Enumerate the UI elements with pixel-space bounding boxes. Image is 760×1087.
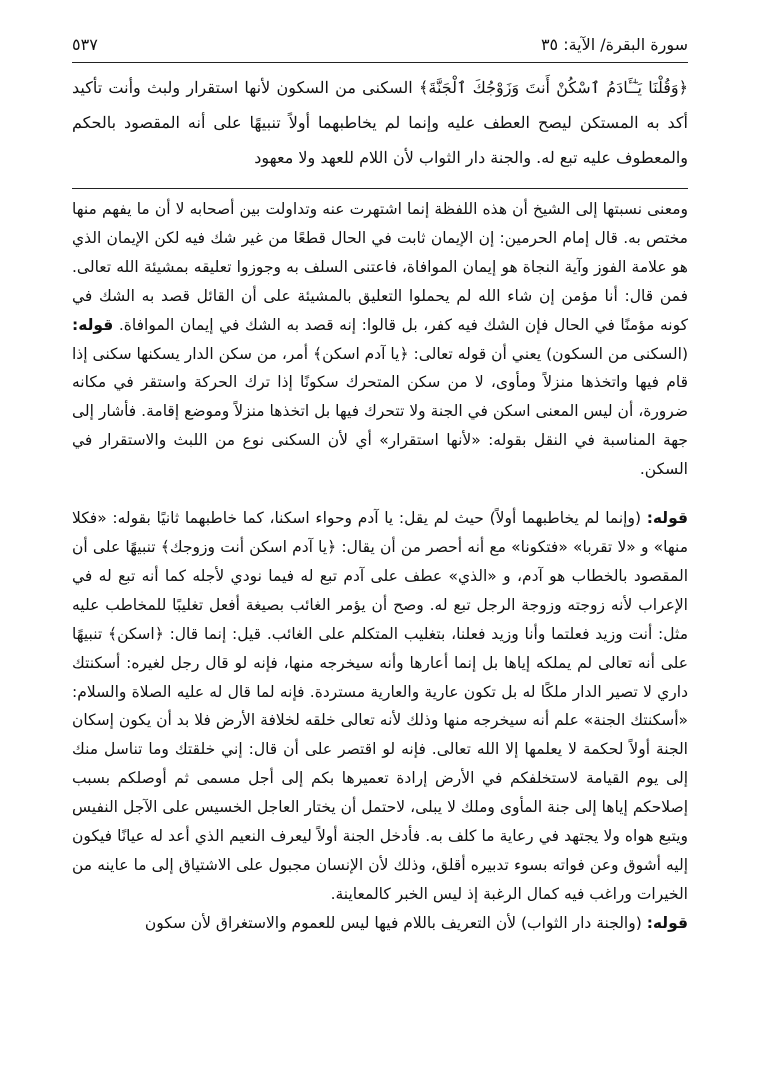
tafsir-text — [72, 70, 688, 175]
qawluhu-keyword: قوله: — [646, 509, 688, 528]
paragraph-text: (السكنى من السكون) يعني أن قوله تعالى: ﴿يا آدم اسكن﴾ أمر، من سكن الدار يسكنها سكنى إذا قام فيها واتخذها منزلاً ومأوى، لا من سكن المتحرك سكونًا إذا ترك الحركة واستقر في مكانه ضرورة، أن ليس المعنى اسكن في الجنة ولا تتحرك فيها بل اتخذها منزلاً وموضع إقامة. فأشار إلى جهة المناسبة في النقل بقوله: «لأنها استقرار» أي لأن السكنى نوع من اللبث والاستقرار في السكن. — [72, 344, 688, 479]
paragraph-text: ومعنى نسبتها إلى الشيخ أن هذه اللفظة إنما اشتهرت عنه وتداولت بين أصحابه لا أن ما يفهم منها مختص به. قال إمام الحرمين: إن الإيمان ثابت في الحال قطعًا من غير شك فيه لكن الإيمان الذي هو علامة الفوز وآية النجاة هو إيمان الموافاة، فاعتنى السلف به وجوزوا تعليقه بمشيئة الله تعالى. فمن قال: أنا مؤمن إن شاء الله لم يحملوا التعليق بالمشيئة على أن القائل قصد به الشك في كونه مؤمنًا في الحال فإن الشك فيه كفر، بل قالوا: إنه قصد به الشك في إيمان الموافاة. — [72, 200, 688, 334]
commentary-text — [72, 195, 688, 938]
qawluhu-keyword: قوله: — [646, 913, 688, 932]
commentary-paragraph-1 — [72, 195, 688, 484]
header-divider — [72, 62, 688, 63]
qawluhu-keyword: قوله: — [72, 315, 114, 334]
paragraph-text: (والجنة دار الثواب) لأن التعريف باللام فيها ليس للعموم والاستغراق لأن سكون — [144, 913, 647, 932]
commentary-paragraph-3 — [72, 909, 688, 938]
paragraph-text: (وإنما لم يخاطبهما أولاً) حيث لم يقل: يا آدم وحواء اسكنا، كما خاطبهما ثانيًا بقوله: «فكلا منها» و «لا تقربا» «فتكونا» مع أنه أحصر من أن يقال: ﴿يا آدم اسكن أنت وزوجك﴾ تنبيهًا على أن المقصود بالخطاب هو آدم، و «الذي» عطف على آدم تبع له فيما نودي لأجله كما أنه تبع له في الإعراب لأنه زوجته وزوجة الرجل تبع له. وصح أن يؤمر الغائب بصيغة أفعل تغليبًا للمخاطب عليه مثل: أنت وزيد فعلتما وأنا وزيد فعلنا، بتغليب المتكلم على الغائب. قيل: إنما قال: ﴿اسكن﴾ تنبيهًا على أنه تعالى لم يملكه إياها بل إنما أعارها وأنه سيخرجه منها، فإنه لو قال رجل لغيره: أسكنتك داري لا تصير الدار ملكًا له بل تكون عارية والعارية مستردة. فإنه لما قال له عليه الصلاة والسلام: «أسكنتك الجنة» علم أنه سيخرجه منها وذلك لأنه تعالى خلقه لخلافة الأرض فلا بد أن يكون إسكان الجنة أولاً لحكمة لا يعلمها إلا الله تعالى. فإنه لو اقتصر على أن قال: إني خلقتك وما تناسل منك إلى يوم القيامة لاستخلفكم في الأرض إرادة تعميرها بكم إلى أجل مسمى ثم أوصلكم بسبب إصلاحكم إياها إلى جنة المأوى وملك لا يبلى، لاحتمل أن يختار العاجل الخسيس على الآجل النفيس ويتبع هواه ولا يجتهد في رعاية ما كلف به. فأدخل الجنة أولاً ليعرف النعيم الذي أعد له عيانًا فيكون إليه أشوق وعن فواته بسوء تدبيره أقلق، وذلك لأن الإنسان مجبول على الاشتياق إلى ما عاينه من الخيرات وراغب فيه كمال الرغبة إذ ليس الخبر كالمعاينة. — [72, 509, 688, 903]
section-divider — [72, 188, 688, 189]
surah-verse-title: سورة البقرة/ الآية: ٣٥ — [540, 34, 688, 54]
commentary-paragraph-2 — [72, 504, 688, 909]
page-header — [72, 30, 688, 58]
page-number: ٥٣٧ — [72, 34, 98, 54]
quranic-verse: ﴿وَقُلْنَا يَـٰٓـَٔادَمُ ٱسْكُنْ أَنتَ وَزَوْجُكَ ٱلْجَنَّةَ﴾ — [418, 78, 688, 97]
tafsir-body: السكنى من السكون لأنها استقرار ولبث وأنت تأكيد أكد به المستكن ليصح العطف عليه وإنما لم يخاطبهما أولاً تنبيهًا على أنه المقصود بالحكم والمعطوف عليه تبع له. والجنة دار الثواب لأن اللام للعهد ولا معهود — [72, 78, 688, 167]
